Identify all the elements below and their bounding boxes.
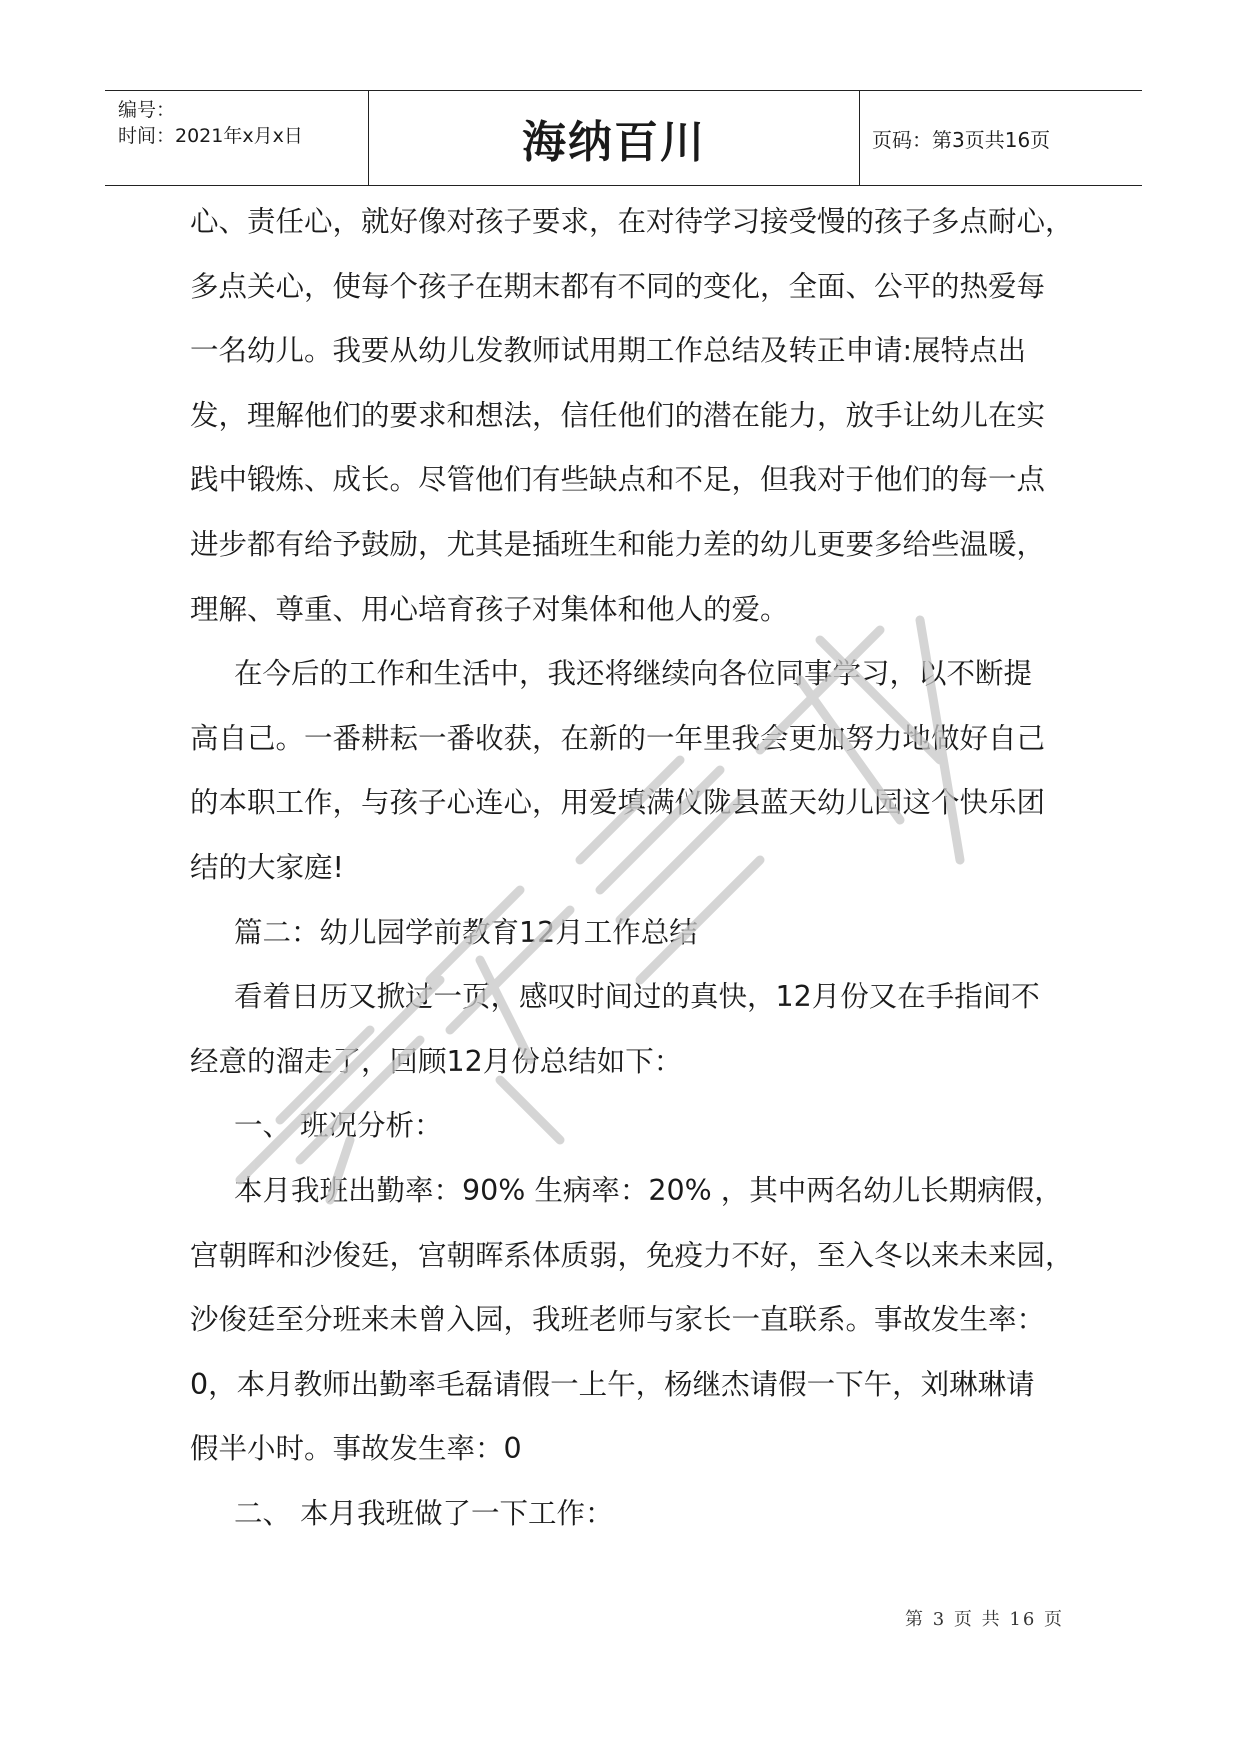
text-line: 一、 班况分析： — [234, 1109, 443, 1143]
text-line: 二、 本月我班做了一下工作： — [234, 1496, 614, 1530]
header-title-cell — [369, 91, 860, 185]
text-line: 发，理解他们的要求和想法，信任他们的潜在能力，放手让幼儿在实 — [190, 398, 1046, 432]
text-line: 0，本月教师出勤率毛磊请假一上午，杨继杰请假一下午，刘琳琳请 — [190, 1367, 1035, 1401]
header-page-number: 页码：第3页共16页 — [872, 127, 1051, 152]
text-line: 高自己。一番耕耘一番收获，在新的一年里我会更加努力地做好自己 — [190, 721, 1046, 755]
document-number-label: 编号： — [118, 99, 176, 121]
text-line: 的本职工作，与孩子心连心，用爱填满仪陇县蓝天幼儿园这个快乐团 — [190, 786, 1046, 820]
text-line: 心、责任心，就好像对孩子要求，在对待学习接受慢的孩子多点耐心， — [190, 205, 1074, 238]
text-line: 沙俊廷至分班来未曾入园，我班老师与家长一直联系。事故发生率： — [190, 1303, 1046, 1337]
text-line: 结的大家庭! — [190, 850, 344, 884]
page-footer: 第 3 页 共 16 页 — [905, 1609, 1064, 1630]
text-line: 践中锻炼、成长。尽管他们有些缺点和不足，但我对于他们的每一点 — [190, 463, 1046, 497]
document-date: 时间：2021年x月x日 — [118, 125, 303, 147]
body-text — [190, 190, 1074, 1546]
header-left-cell — [105, 91, 369, 185]
text-line: 经意的溜走了，回顾12月份总结如下： — [190, 1044, 683, 1078]
header-page-cell — [860, 91, 1142, 185]
text-line: 本月我班出勤率：90% 生病率：20% ，其中两名幼儿长期病假， — [234, 1173, 1063, 1207]
header-title: 海纳百川 — [522, 117, 706, 168]
text-line: 看着日历又掀过一页，感叹时间过的真快，12月份又在手指间不 — [234, 980, 1040, 1014]
text-line: 进步都有给予鼓励，尤其是插班生和能力差的幼儿更要多给些温暖， — [190, 527, 1046, 561]
text-line: 篇二：幼儿园学前教育12月工作总结 — [234, 915, 698, 949]
text-line: 假半小时。事故发生率：0 — [190, 1432, 522, 1466]
text-line: 多点关心，使每个孩子在期末都有不同的变化，全面、公平的热爱每 — [190, 269, 1046, 303]
text-line: 在今后的工作和生活中，我还将继续向各位同事学习，以不断提 — [234, 657, 1033, 691]
header-table — [105, 90, 1142, 186]
text-line: 宫朝晖和沙俊廷，宫朝晖系体质弱，免疫力不好，至入冬以来未来园， — [190, 1238, 1074, 1272]
text-line: 一名幼儿。我要从幼儿发教师试用期工作总结及转正申请:展特点出 — [190, 334, 1027, 368]
text-line: 理解、尊重、用心培育孩子对集体和他人的爱。 — [190, 592, 789, 626]
